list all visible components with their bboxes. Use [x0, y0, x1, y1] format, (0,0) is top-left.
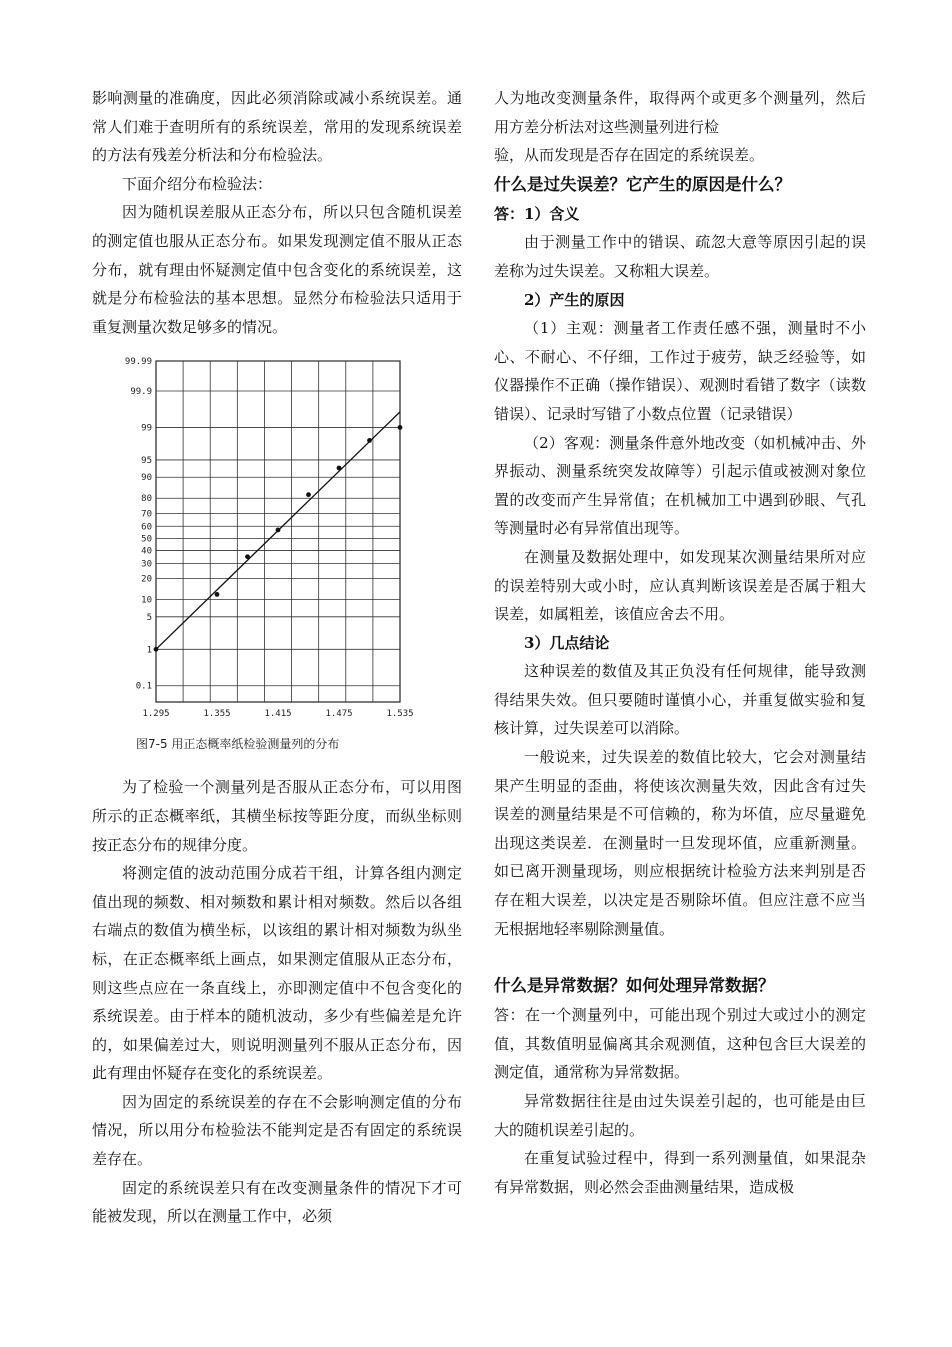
paragraph: 异常数据往往是由过失误差引起的，也可能是由巨大的随机误差引起的。 — [494, 1092, 866, 1139]
x-tick-label: 1.475 — [325, 709, 353, 720]
paragraph: 影响测量的准确度，因此必须消除或减小系统误差。通常人们难于查明所有的系统误差，常用的发现系统误差的方法有残差分析法和分布检验法。 — [92, 89, 462, 165]
x-tick-label: 1.355 — [203, 709, 231, 720]
data-point — [215, 592, 220, 597]
probability-chart — [92, 347, 462, 727]
paragraph: 因为固定的系统误差的存在不会影响测定值的分布情况，所以用分布检验法不能判定是否有固定的系统误差存在。 — [92, 1092, 462, 1169]
y-tick-label: 90 — [141, 473, 152, 484]
data-point — [306, 493, 311, 498]
y-tick-label: 99.99 — [124, 357, 152, 368]
right-column — [494, 84, 866, 1201]
paragraph: 为了检验一个测量列是否服从正态分布，可以用图所示的正态概率纸，其横坐标按等距分度，而纵坐标则按正态分布的规律分度。 — [92, 778, 462, 854]
paragraph: 验，从而发现是否存在固定的系统误差。 — [494, 146, 765, 165]
paragraph: 将测定值的波动范围分成若干组，计算各组内测定值出现的频数、相对频数和累计相对频数。然后以各组右端点的数值为横坐标，以该组的累计相对频数为纵坐标，在正态概率纸上画点，如果测定值服从正态分布，则这些点应在一条直线上，亦即测定值中不包含变化的系统误差。由于样本的随机波动，多少有些偏差是允许的，如果偏差过大，则说明测量列不服从正态分布，因此有理由怀疑存在变化的系统误差。 — [92, 864, 462, 1083]
section-heading: 什么是异常数据？如何处理异常数据？ — [494, 976, 775, 996]
paragraph: 在测量及数据处理中，如发现某次测量结果所对应的误差特别大或小时，应认真判断该误差是否属于粗大误差，如属粗差，该值应舍去不用。 — [494, 547, 866, 624]
data-point — [398, 425, 403, 430]
paragraph: 这种误差的数值及其正负没有任何规律，能导致测得结果失效。但只要随时谨慎小心，并重复做实验和复核计算，过失误差可以消除。 — [494, 662, 866, 738]
paragraph: 下面介绍分布检验法： — [122, 174, 273, 193]
data-point — [367, 438, 372, 443]
answer-label: 答：1）含义 — [494, 204, 580, 223]
x-tick-label: 1.535 — [386, 709, 414, 720]
paragraph: 由于测量工作中的错误、疏忽大意等原因引起的误差称为过失误差。又称粗大误差。 — [494, 233, 866, 280]
section-heading: 什么是过失误差？它产生的原因是什么？ — [494, 174, 791, 194]
y-tick-label: 10 — [141, 595, 152, 606]
y-tick-label: 5 — [146, 613, 152, 624]
y-tick-label: 60 — [141, 522, 152, 533]
probability-paper-figure — [92, 347, 462, 765]
paragraph: （1）主观：测量者工作责任感不强，测量时不小心、不耐心、不仔细，工作过于疲劳，缺乏经验等，如仪器操作不正确（操作错误）、观测时看错了数字（读数错误）、记录时写错了小数点位置（记录错误） — [494, 319, 866, 423]
y-tick-label: 99.9 — [130, 387, 152, 398]
y-tick-label: 40 — [141, 546, 152, 557]
figure-caption: 图7-5 用正态概率纸检验测量列的分布 — [136, 737, 340, 752]
y-tick-label: 80 — [141, 494, 152, 505]
paragraph: 人为地改变测量条件，取得两个或更多个测量列，然后用方差分析法对这些测量列进行检 — [494, 89, 866, 136]
left-column — [92, 84, 462, 1231]
paragraph: （2）客观：测量条件意外地改变（如机械冲击、外界振动、测量系统突发故障等）引起示值或被测对象位置的改变而产生异常值；在机械加工中遇到砂眼、气孔等测量时必有异常值出现等。 — [494, 433, 866, 538]
subheading: 2）产生的原因 — [524, 290, 625, 309]
paragraph: 答：在一个测量列中，可能出现个别过大或过小的测定值，其数值明显偏离其余观测值，这种包含巨大误差的测定值，通常称为异常数据。 — [494, 1006, 866, 1082]
data-point — [337, 466, 342, 471]
data-point — [245, 555, 250, 560]
y-tick-label: 1 — [146, 645, 152, 656]
paragraph: 因为随机误差服从正态分布，所以只包含随机误差的测定值也服从正态分布。如果发现测定值不服从正态分布，就有理由怀疑测定值中包含变化的系统误差，这就是分布检验法的基本思想。显然分布检验法只适用于重复测量次数足够多的情况。 — [92, 203, 462, 336]
y-tick-label: 20 — [141, 574, 152, 585]
x-tick-label: 1.415 — [264, 709, 292, 720]
subheading: 3）几点结论 — [524, 633, 610, 652]
paragraph: 在重复试验过程中，得到一系列测量值，如果混杂有异常数据，则必然会歪曲测量结果，造成极 — [494, 1149, 866, 1196]
data-point — [276, 528, 281, 533]
data-point — [154, 647, 159, 652]
x-tick-label: 1.295 — [142, 709, 170, 720]
y-tick-label: 0.1 — [135, 682, 152, 693]
y-tick-label: 30 — [141, 559, 152, 570]
y-tick-label: 50 — [141, 534, 152, 545]
paragraph: 一般说来，过失误差的数值比较大，它会对测量结果产生明显的歪曲，将使该次测量失效，因此含有过失误差的测量结果是不可信赖的，称为坏值，应尽量避免出现这类误差．在测量时一旦发现坏值，应重新测量。如已离开测量现场，则应根据统计检验方法来判别是否存在粗大误差，以决定是否剔除坏值。但应注意不应当无根据地轻率剔除测量值。 — [494, 748, 866, 938]
paragraph: 固定的系统误差只有在改变测量条件的情况下才可能被发现，所以在测量工作中，必须 — [92, 1178, 462, 1226]
y-tick-label: 95 — [141, 456, 152, 467]
y-tick-label: 99 — [141, 423, 152, 434]
y-tick-label: 70 — [141, 509, 152, 520]
